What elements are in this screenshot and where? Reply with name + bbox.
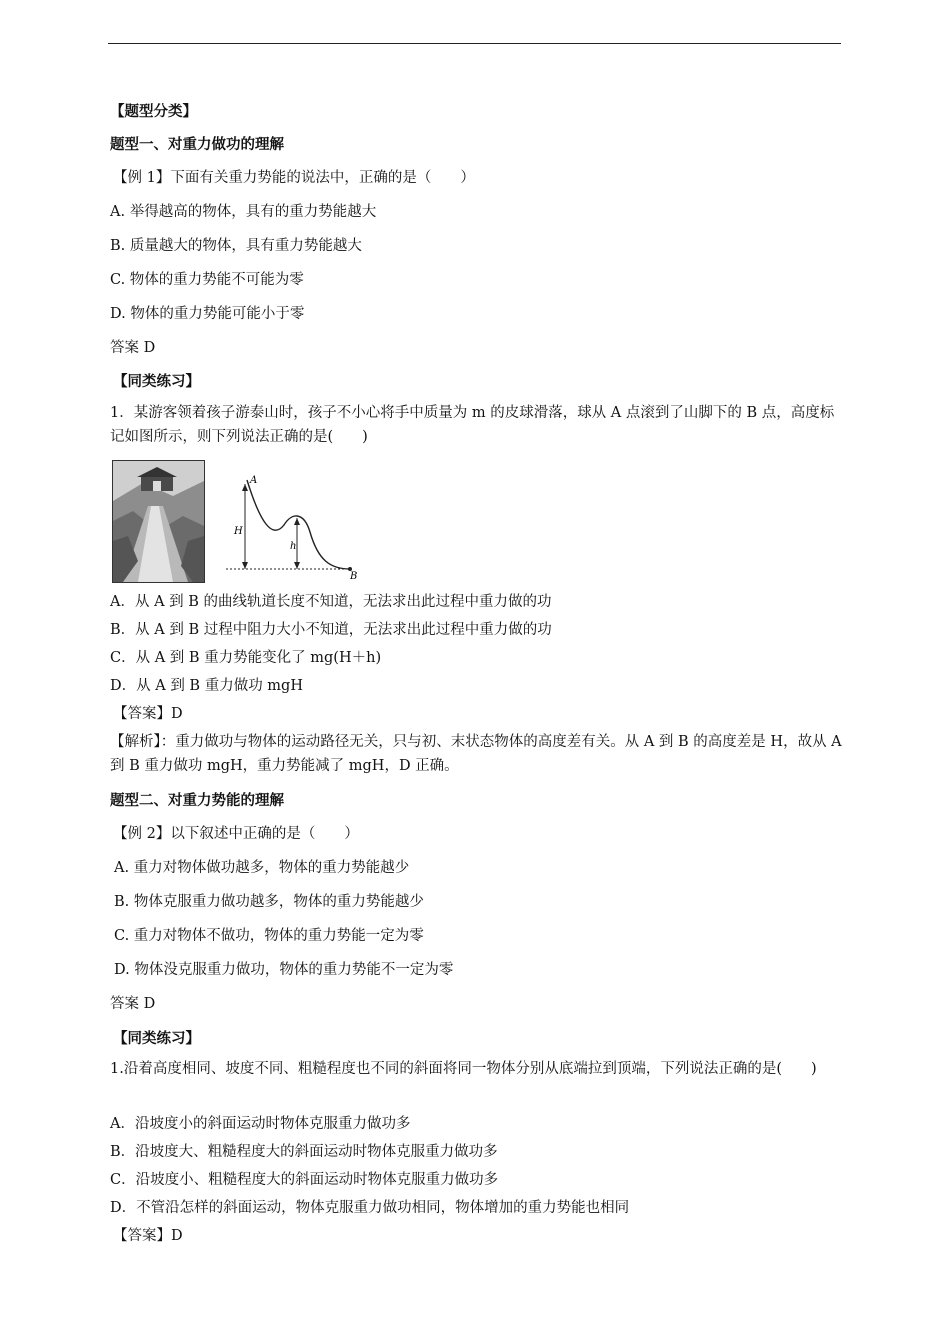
practice1-option-a: A．从 A 到 B 的曲线轨道长度不知道，无法求出此过程中重力做的功 <box>110 594 552 610</box>
practice2-option-d: D．不管沿怎样的斜面运动，物体克服重力做功相同，物体增加的重力势能也相同 <box>110 1200 630 1216</box>
practice1-option-b: B．从 A 到 B 过程中阻力大小不知道，无法求出此过程中重力做的功 <box>110 622 552 638</box>
practice1-answer: 【答案】D <box>113 706 183 722</box>
mountain-photo <box>112 460 205 583</box>
label-b: B <box>350 571 358 582</box>
ex2-question: 【例 2】以下叙述中正确的是（ ） <box>113 826 359 842</box>
type1-heading: 题型一、对重力做功的理解 <box>110 136 284 153</box>
practice2-option-b: B．沿坡度大、粗糙程度大的斜面运动时物体克服重力做功多 <box>110 1144 498 1160</box>
ex1-answer: 答案 D <box>110 340 156 356</box>
practice2-answer: 【答案】D <box>113 1228 183 1244</box>
practice1-analysis: 【解析】：重力做功与物体的运动路径无关，只与初、末状态物体的高度差有关。从 A 到 B 的高度差是 H，故从 A 到 B 重力做功 mgH，重力势能减了 mgH，D 正确。 <box>110 734 842 774</box>
ex2-answer: 答案 D <box>110 996 156 1012</box>
type2-heading: 题型二、对重力势能的理解 <box>110 792 284 809</box>
label-small-h: h <box>290 541 297 552</box>
header-rule <box>108 43 841 44</box>
practice1-option-d: D．从 A 到 B 重力做功 mgH <box>110 678 303 694</box>
label-big-h: H <box>234 526 243 537</box>
practice2-question: 1.沿着高度相同、坡度不同、粗糙程度也不同的斜面将同一物体分别从底端拉到顶端，下列说法正确的是( ) <box>110 1061 817 1077</box>
practice2-heading: 【同类练习】 <box>113 1030 200 1047</box>
ex1-option-b: B. 质量越大的物体，具有重力势能越大 <box>110 238 362 254</box>
height-diagram <box>222 470 372 585</box>
ex2-option-d: D. 物体没克服重力做功，物体的重力势能不一定为零 <box>114 962 454 978</box>
practice1-option-c: C．从 A 到 B 重力势能变化了 mg(H＋h) <box>110 650 382 666</box>
ex2-option-c: C. 重力对物体不做功，物体的重力势能一定为零 <box>114 928 424 944</box>
ex1-question: 【例 1】下面有关重力势能的说法中，正确的是（ ） <box>113 170 475 186</box>
practice1-question: 1．某游客领着孩子游泰山时，孩子不小心将手中质量为 m 的皮球滑落，球从 A 点滚到了山脚下的 B 点，高度标记如图所示，则下列说法正确的是( ) <box>110 405 835 445</box>
section-heading: 【题型分类】 <box>110 103 197 120</box>
practice2-option-a: A．沿坡度小的斜面运动时物体克服重力做功多 <box>110 1116 411 1132</box>
ex1-option-a: A. 举得越高的物体，具有的重力势能越大 <box>110 204 377 220</box>
ex2-option-b: B. 物体克服重力做功越多，物体的重力势能越少 <box>114 894 424 910</box>
ex2-option-a: A. 重力对物体做功越多，物体的重力势能越少 <box>114 860 410 876</box>
label-a: A <box>250 475 258 486</box>
practice2-option-c: C．沿坡度小、粗糙程度大的斜面运动时物体克服重力做功多 <box>110 1172 499 1188</box>
practice1-heading: 【同类练习】 <box>113 373 200 390</box>
ex1-option-d: D. 物体的重力势能可能小于零 <box>110 306 305 322</box>
ex1-option-c: C. 物体的重力势能不可能为零 <box>110 272 304 288</box>
